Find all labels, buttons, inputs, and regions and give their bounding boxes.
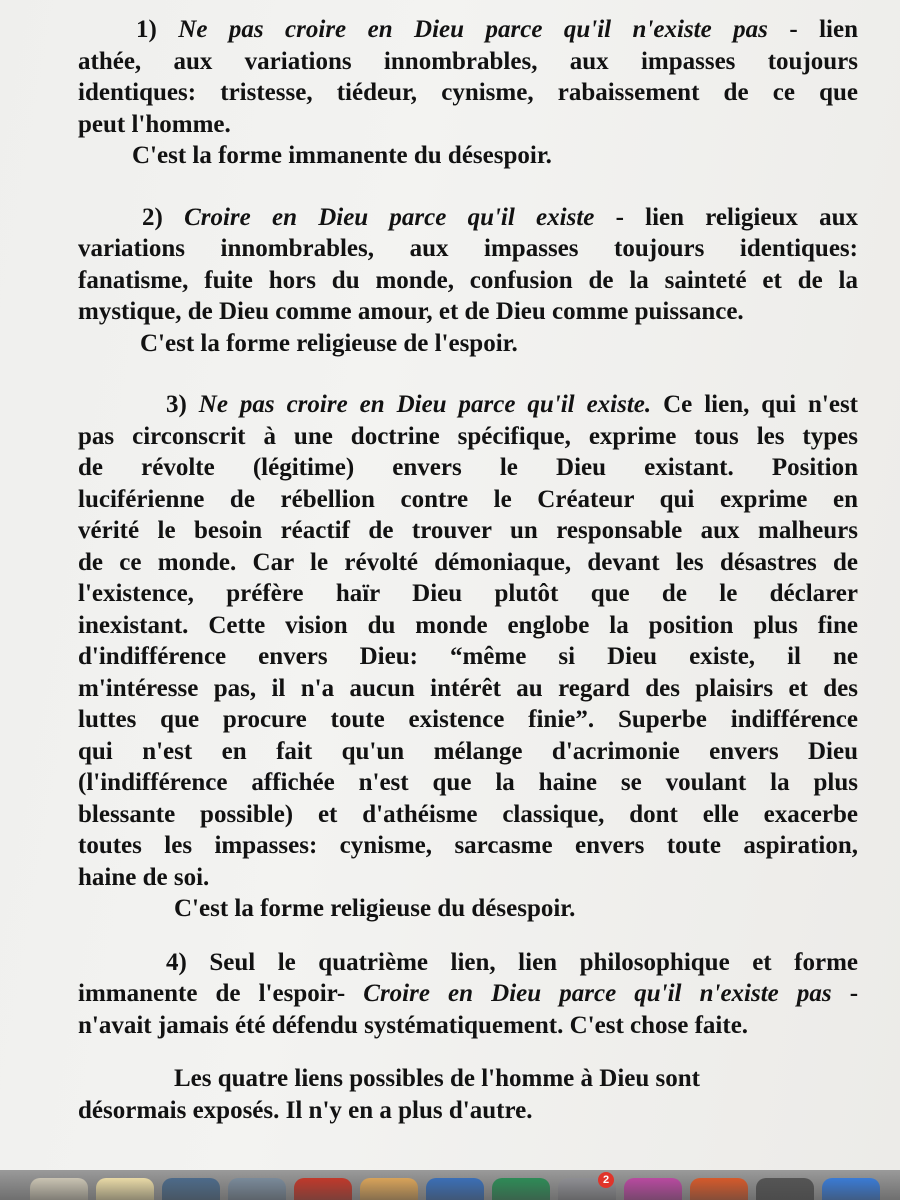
paragraph-3-line-1-rest: Ce lien, qui n'est [651,391,859,418]
paragraph-3 [78,389,858,925]
paragraph-3-line: vérité le besoin réactif de trouver un responsable aux malheurs [78,517,858,544]
paragraph-1-line-1 [78,14,858,46]
paragraph-3-line: qui n'est en fait qu'un mélange d'acrimonie envers Dieu [78,737,858,765]
paragraph-4-line-2 [78,978,858,1010]
paragraph-1-line-1-rest: - lien [767,16,859,43]
paragraph-2-line: mystique, de Dieu comme amour, et de Dieu comme puissance. [78,298,744,325]
dock-app-icon[interactable] [96,1178,154,1200]
dock-app-icon[interactable] [162,1178,220,1200]
paragraph-3-line: inexistant. Cette vision du monde englobe la position plus fine [78,611,858,639]
paragraph-1-italic-phrase: Ne pas croire en Dieu parce qu'il n'existe pas [178,16,768,43]
dock-app-icon[interactable] [360,1178,418,1200]
paragraph-3-line: toutes les impasses: cynisme, sarcasme envers toute aspiration, [78,832,858,859]
paragraph-2-line-1 [78,202,858,234]
paragraph-5-line: Les quatre liens possibles de l'homme à Dieu sont [174,1065,700,1092]
paragraph-1-line: peut l'homme. [78,110,231,138]
paragraph-3-italic-phrase: Ne pas croire en Dieu parce qu'il existe. [198,391,652,418]
paragraph-3-number: 3) [166,391,199,418]
paragraph-4-line: 4) Seul le quatrième lien, lien philosophique et forme [166,948,858,976]
paragraph-3-line: (l'indifférence affichée n'est que la haine se voulant la plus [78,769,858,796]
dock [0,1170,900,1200]
paragraph-2-italic-phrase: Croire en Dieu parce qu'il existe [184,203,595,231]
dock-app-icon[interactable] [228,1178,286,1200]
paragraph-5 [78,1063,858,1126]
paragraph-3-line: blessante possible) et d'athéisme classique, dont elle exacerbe [78,800,858,828]
paragraph-1-conclusion: C'est la forme immanente du désespoir. [132,142,552,169]
paragraph-2 [78,202,858,360]
dock-app-icon[interactable] [30,1178,88,1200]
paragraph-3-line: luttes que procure toute existence finie”. Superbe indifférence [78,706,858,733]
document-page [78,14,858,1126]
paragraph-2-number: 2) [142,203,185,231]
paragraph-2-conclusion: C'est la forme religieuse de l'espoir. [140,329,518,357]
paragraph-1-number: 1) [136,16,179,43]
dock-app-icon[interactable] [492,1178,550,1200]
paragraph-3-line: de révolte (légitime) envers le Dieu existant. Position [78,454,858,481]
paragraph-3-line: m'intéresse pas, il n'a aucun intérêt au regard des plaisirs et des [78,674,858,702]
paragraph-4-italic-phrase: Croire en Dieu parce qu'il n'existe pas [363,980,832,1007]
paragraph-1-line: identiques: tristesse, tiédeur, cynisme, rabaissement de ce que [78,79,858,106]
dock-app-icon[interactable] [756,1178,814,1200]
dock-app-icon[interactable] [690,1178,748,1200]
paragraph-3-line: luciférienne de rébellion contre le Créateur qui exprime en [78,485,858,513]
paragraph-3-line: de ce monde. Car le révolté démoniaque, devant les désastres de [78,548,858,576]
notification-badge: 2 [598,1172,614,1188]
paragraph-3-conclusion: C'est la forme religieuse du désespoir. [174,895,576,922]
paragraph-1 [78,14,858,172]
paragraph-3-line: d'indifférence envers Dieu: “même si Dieu existe, il ne [78,643,858,670]
dock-app-icon[interactable] [822,1178,880,1200]
paragraph-4-line-2-start: immanente de l'espoir- [78,980,364,1007]
paragraph-5-line: désormais exposés. Il n'y en a plus d'autre. [78,1096,533,1124]
paragraph-2-line: variations innombrables, aux impasses toujours identiques: [78,235,858,262]
paragraph-4-line-2-end: - [831,980,859,1007]
paragraph-1-line: athée, aux variations innombrables, aux impasses toujours [78,47,858,75]
dock-app-icon[interactable] [558,1174,616,1200]
paragraph-3-line: l'existence, préfère haïr Dieu plutôt que de le déclarer [78,580,858,607]
paragraph-3-line-1 [78,389,858,421]
dock-app-icon[interactable] [294,1178,352,1200]
dock-app-icon[interactable] [426,1178,484,1200]
dock-app-icon[interactable] [624,1178,682,1200]
paragraph-4 [78,947,858,1042]
paragraph-3-line: haine de soi. [78,863,210,891]
paragraph-3-line: pas circonscrit à une doctrine spécifique, exprime tous les types [78,422,858,450]
paragraph-2-line-1-rest: - lien religieux aux [594,203,858,231]
paragraph-2-line: fanatisme, fuite hors du monde, confusion de la sainteté et de la [78,266,858,294]
paragraph-4-line: n'avait jamais été défendu systématiquement. C'est chose faite. [78,1011,749,1039]
